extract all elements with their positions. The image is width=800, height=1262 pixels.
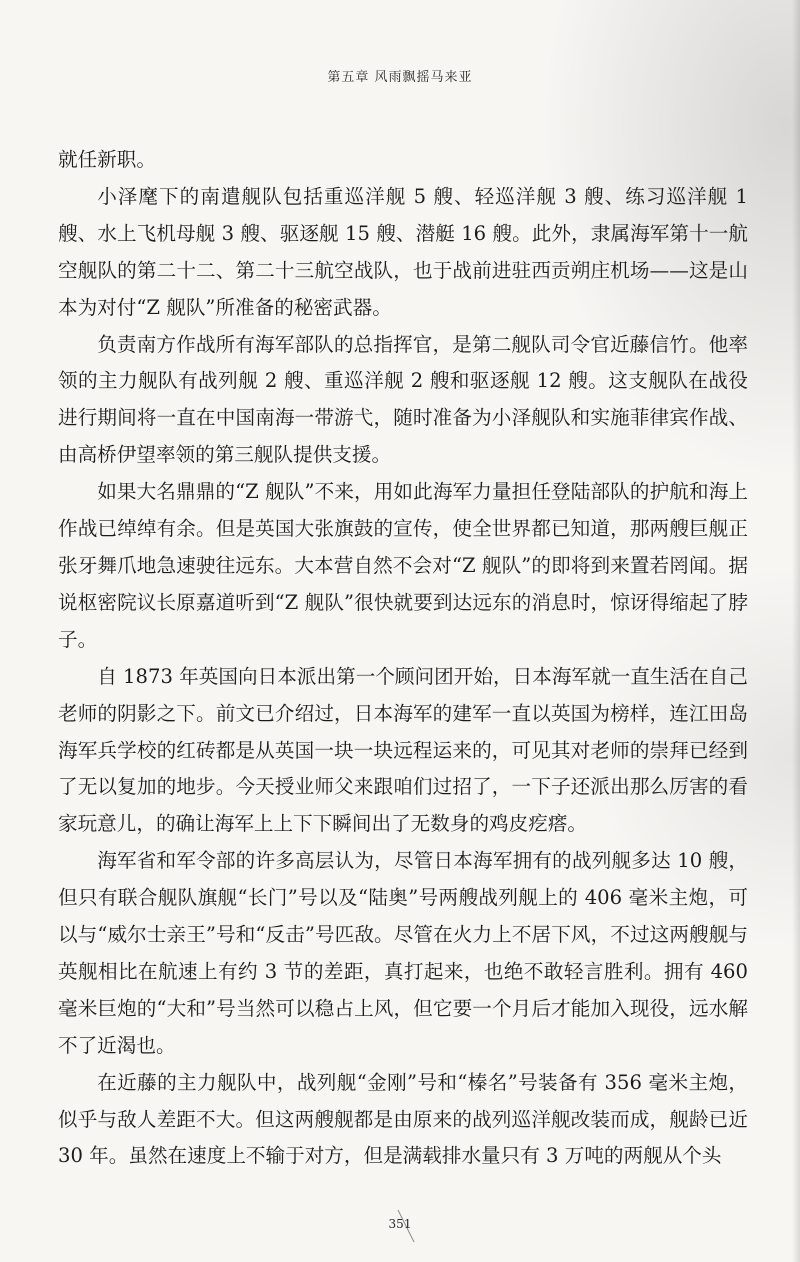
paragraph-continuation: 就任新职。 <box>58 148 156 171</box>
paragraph: 在近藤的主力舰队中，战列舰“金刚”号和“榛名”号装备有 356 毫米主炮，似乎与敌人差距不大。但这两艘舰都是由原来的战列巡洋舰改装而成，舰龄已近 30 年。虽然在速度上不输于对方，但是满载排水量只有 3 万吨的两舰从个头 <box>58 1070 748 1168</box>
body-text <box>58 142 748 1175</box>
paragraph: 如果大名鼎鼎的“Z 舰队”不来，用如此海军力量担任登陆部队的护航和海上作战已绰绰有余。但是英国大张旗鼓的宣传，使全世界都已知道，那两艘巨舰正张牙舞爪地急速驶往远东。大本营自然不会对“Z 舰队”的即将到来置若罔闻。据说枢密院议长原嘉道听到“Z 舰队”很快就要到达远东的消息时，惊讶得缩起了脖子。 <box>58 480 748 651</box>
paragraph: 海军省和军令部的许多高层认为，尽管日本海军拥有的战列舰多达 10 艘，但只有联合舰队旗舰“长门”号以及“陆奥”号两艘战列舰上的 406 毫米主炮，可以与“威尔士亲王”号和“反击”号匹敌。尽管在火力上不居下风，不过这两艘舰与英舰相比在航速上有约 3 节的差距，真打起来，也绝不敢轻言胜利。拥有 460 毫米巨炮的“大和”号当然可以稳占上风，但它要一个月后才能加入现役，远水解不了近渴也。 <box>58 849 748 1057</box>
page-number: 351 <box>388 1217 412 1231</box>
paragraph: 自 1873 年英国向日本派出第一个顾问团开始，日本海军就一直生活在自己老师的阴影之下。前文已介绍过，日本海军的建军一直以英国为榜样，连江田岛海军兵学校的红砖都是从英国一块一块远程运来的，可见其对老师的崇拜已经到了无以复加的地步。今天授业师父来跟咱们过招了，一下子还派出那么厉害的看家玩意儿，的确让海军上上下下瞬间出了无数身的鸡皮疙瘩。 <box>58 664 748 836</box>
page-edge-shadow <box>792 0 800 1262</box>
paragraph: 小泽麾下的南遣舰队包括重巡洋舰 5 艘、轻巡洋舰 3 艘、练习巡洋舰 1 艘、水上飞机母舰 3 艘、驱逐舰 15 艘、潜艇 16 艘。此外，隶属海军第十一航空舰队的第二十二、第二十三航空战队，也于战前进驻西贡朔庄机场——这是山本为对付“Z 舰队”所准备的秘密武器。 <box>58 184 748 319</box>
running-head: 第五章 风雨飘摇马来亚 <box>327 70 473 85</box>
paragraph: 负责南方作战所有海军部队的总指挥官，是第二舰队司令官近藤信竹。他率领的主力舰队有战列舰 2 艘、重巡洋舰 2 艘和驱逐舰 12 艘。这支舰队在战役进行期间将一直在中国南海一带游弋，随时准备为小泽舰队和实施菲律宾作战、由高桥伊望率领的第三舰队提供支援。 <box>58 332 748 467</box>
